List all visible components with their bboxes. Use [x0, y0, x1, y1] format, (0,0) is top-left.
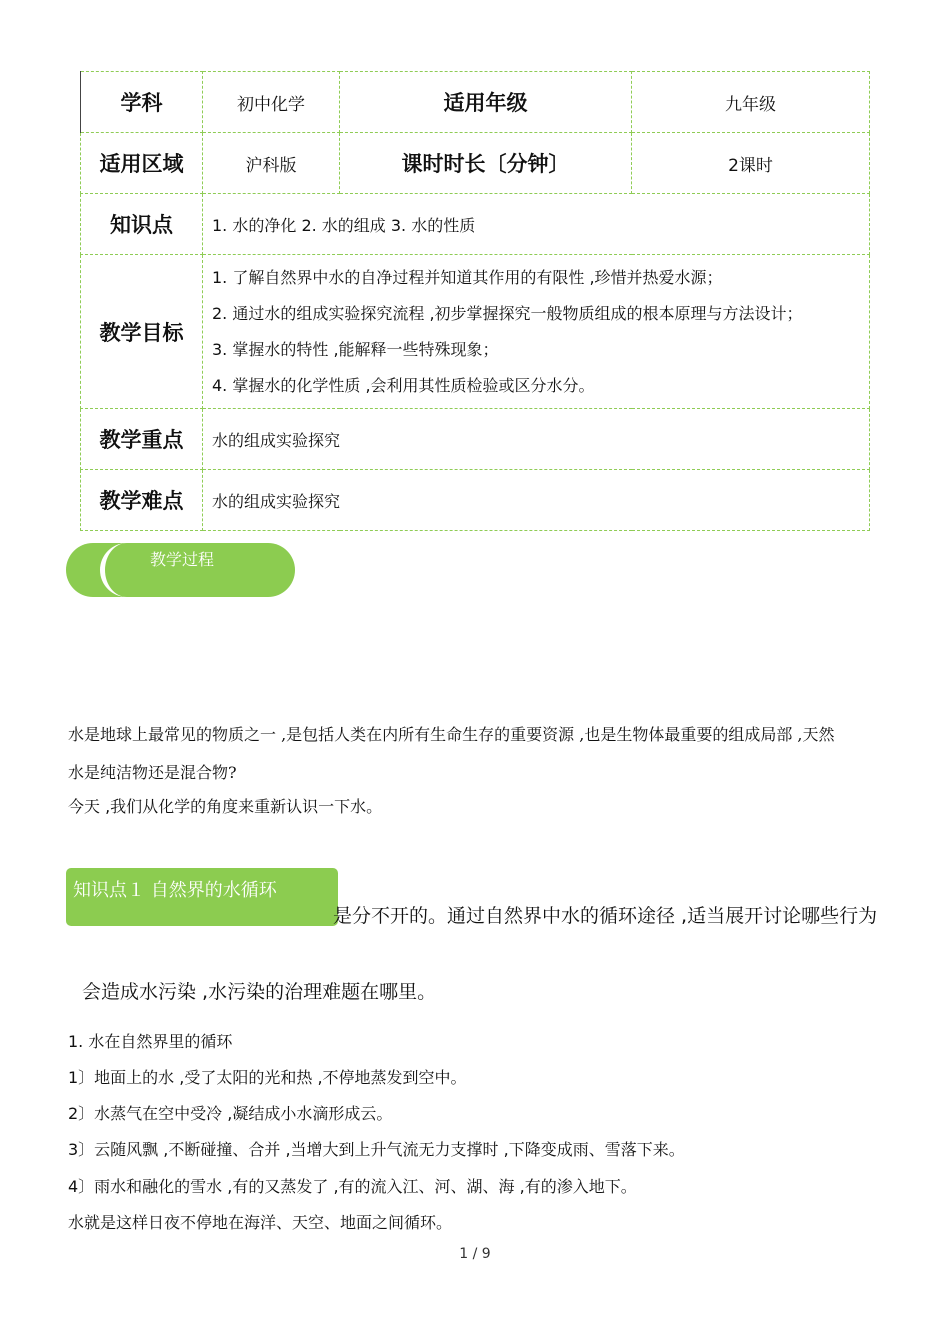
objective-item: 3. 掌握水的特性 ,能解释一些特殊现象；: [212, 339, 499, 359]
duration-value: 2课时: [632, 133, 870, 194]
cycle-heading: 1. 水在自然界里的循环: [68, 1032, 233, 1051]
subject-label: 学科: [81, 72, 203, 133]
process-tab-label: 教学过程: [150, 550, 215, 569]
objectives-cell: [203, 255, 870, 409]
difficulty-value: 水的组成实验探究: [203, 470, 870, 531]
objectives-label: 教学目标: [81, 255, 203, 409]
cycle-item: 2〕水蒸气在空中受冷 ,凝结成小水滴形成云。: [68, 1104, 393, 1123]
intro-line-1: 水是地球上最常见的物质之一 ,是包括人类在内所有生命生存的重要资源 ,也是生物体最重要的组成局部 ,天然: [68, 725, 835, 744]
subject-value: 初中化学: [203, 72, 340, 133]
objectives-list: [203, 260, 869, 404]
duration-label: 课时时长〔分钟〕: [340, 133, 632, 194]
region-label: 适用区域: [81, 133, 203, 194]
objective-item: 2. 通过水的组成实验探究流程 ,初步掌握探究一般物质组成的根本原理与方法设计；: [212, 303, 803, 323]
knowledge-label: 知识点: [81, 194, 203, 255]
knowledge-point-text-line2: 会造成水污染 ,水污染的治理难题在哪里。: [82, 981, 437, 1003]
intro-line-2: 水是纯洁物还是混合物?: [68, 763, 237, 782]
process-tab-arc: [100, 543, 146, 597]
knowledge-value: 1. 水的净化 2. 水的组成 3. 水的性质: [203, 194, 870, 255]
grade-label: 适用年级: [340, 72, 632, 133]
key-point-label: 教学重点: [81, 409, 203, 470]
cycle-item: 3〕云随风飘 ,不断碰撞、合并 ,当增大到上升气流无力支撑时 ,下降变成雨、雪落下来。: [68, 1140, 685, 1159]
knowledge-point-title: 知识点１ 自然界的水循环: [73, 880, 277, 901]
page-number: 1 / 9: [459, 1246, 491, 1262]
lesson-info-table: [80, 71, 870, 531]
intro-line-3: 今天 ,我们从化学的角度来重新认识一下水。: [68, 797, 383, 816]
grade-value: 九年级: [632, 72, 870, 133]
objective-item: 1. 了解自然界中水的自净过程并知道其作用的有限性 ,珍惜并热爱水源；: [212, 267, 723, 287]
cycle-conclusion: 水就是这样日夜不停地在海洋、天空、地面之间循环。: [68, 1213, 453, 1232]
objective-item: 4. 掌握水的化学性质 ,会利用其性质检验或区分水分。: [212, 375, 595, 395]
cycle-item: 1〕地面上的水 ,受了太阳的光和热 ,不停地蒸发到空中。: [68, 1068, 467, 1087]
difficulty-label: 教学难点: [81, 470, 203, 531]
cycle-item: 4〕雨水和融化的雪水 ,有的又蒸发了 ,有的流入江、河、湖、海 ,有的渗入地下。: [68, 1177, 637, 1196]
key-point-value: 水的组成实验探究: [203, 409, 870, 470]
knowledge-point-text: 是分不开的。通过自然界中水的循环途径 ,适当展开讨论哪些行为: [333, 905, 878, 927]
region-value: 沪科版: [203, 133, 340, 194]
